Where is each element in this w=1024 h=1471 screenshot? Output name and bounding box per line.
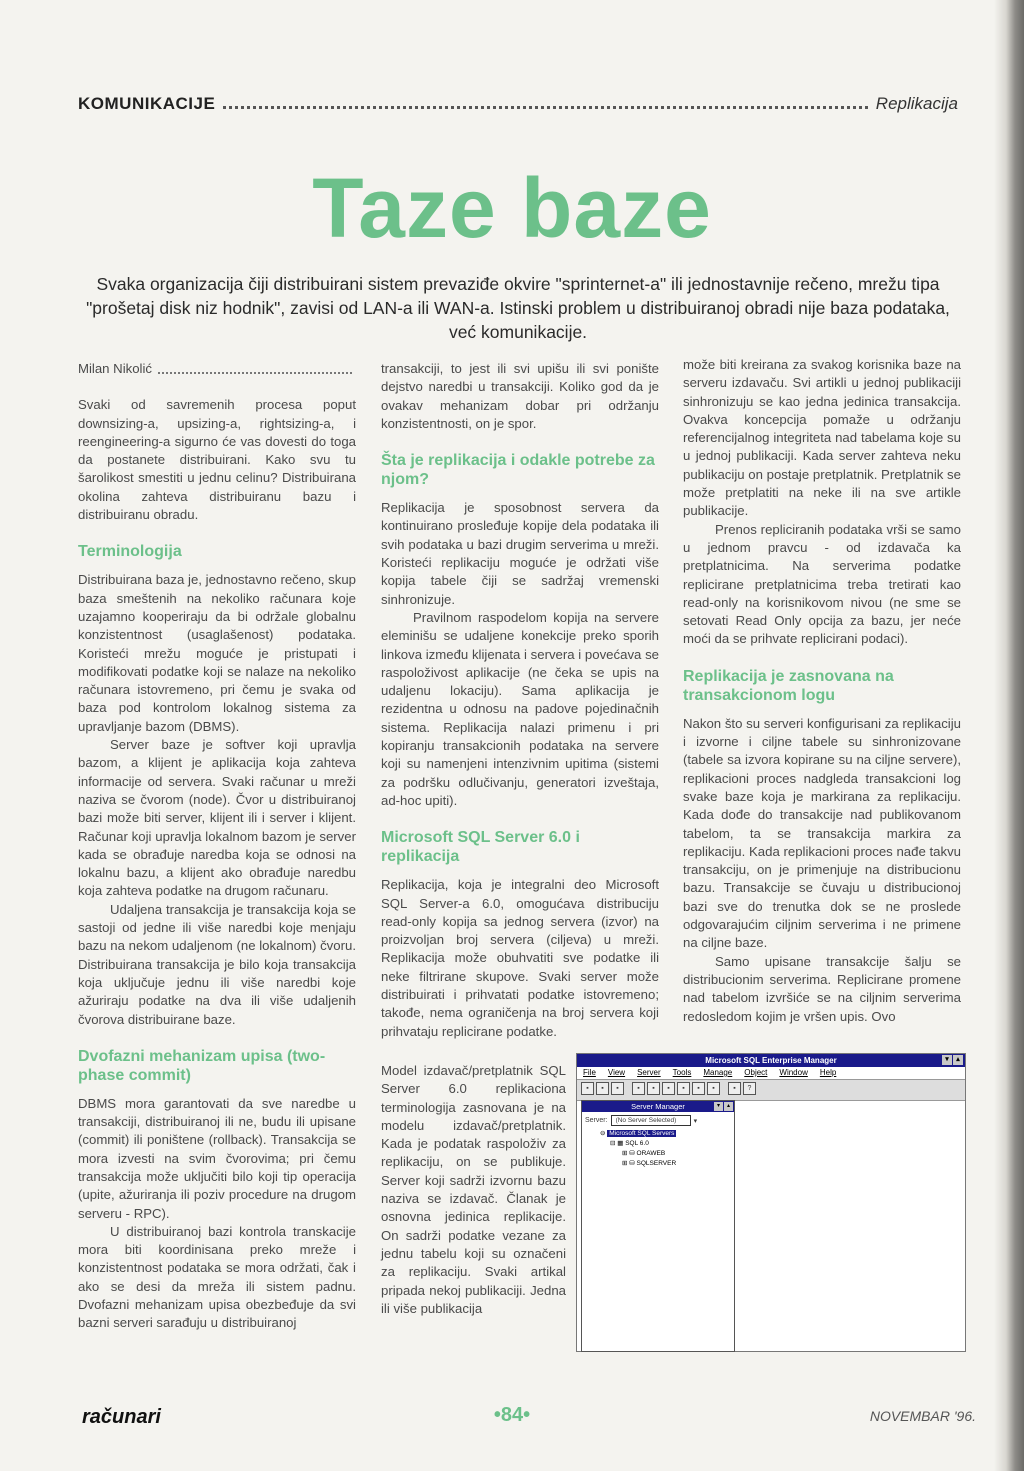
paragraph: Prenos repliciranih podataka vrši se samo u jednom pravcu - od izdavača ka pretplatnicima. Na serverima podatke replicirane pretplatnicima treba tretirati kao read-only na korisnikovom nivou (ne sme se setovati Read Only opcija za bazu, jer neće moći da se prihvate replicirani podaci). (683, 521, 961, 647)
toolbar-icon: ▪ (611, 1082, 624, 1095)
server-tree (582, 1129, 734, 1169)
menu-item: Server (637, 1068, 661, 1077)
column-2 (381, 360, 659, 1041)
article-title: Taze baze (312, 161, 712, 255)
restore-icon: ▴ (724, 1102, 733, 1111)
page-number: •84• (493, 1404, 531, 1426)
toolbar-icon: ▪ (632, 1082, 645, 1095)
menu-bar (577, 1067, 965, 1080)
server-select: (No Server Selected) (611, 1115, 691, 1126)
column-1 (78, 360, 356, 1333)
paragraph: Replikacija, koja je integralni deo Microsoft SQL Server-a 6.0, omogućava distribuciju read-only kopija sa jednog servera (izvor) na proizvoljan broj servera (ciljeva) u mreži. Replikacija može obuhvatiti sve podatke ili neke filtrirane skupove. Svaki server može distribuirati i prihvatati podatke istovremeno; takođe, nema ograničenja na broj servera koji prihvataju replicirane podatke. (381, 877, 659, 1039)
magazine-name: računari (82, 1406, 161, 1428)
heading-terminology: Terminologija (78, 543, 182, 561)
minimize-icon: ▾ (714, 1102, 723, 1111)
toolbar-icon: ▪ (677, 1082, 690, 1095)
paragraph: Samo upisane transakcije šalju se distribucionim serverima. Replicirane promene nad tabelom izvršiće se na ciljnim serverima redosledom kojim je vršen upis. Ovo (683, 953, 961, 1024)
toolbar-icon: ▪ (581, 1082, 594, 1095)
paragraph: transakciji, to jest ili svi upišu ili svi ponište dejstvo naredbi u transakciji. Koliko god da je ovakav mehanizam dobar pri održanju konzistentnosti, on je spor. (381, 361, 659, 431)
paragraph: DBMS mora garantovati da sve naredbe u transakciji, distribuiranoj ili ne, budu ili upisane (commit) ili poništene (rollback). Transakcija se mora izvesti na svim čvorovima; pri čemu transakcija može uključiti bilo koji tip operacija (upite, ažuriranja ili poziv procedure na drugom serveru - RPC). (78, 1095, 356, 1221)
menu-item: View (607, 1068, 626, 1077)
paragraph: može biti kreirana za svakog korisnika baze na serveru izdavaču. Svi artikli u jednoj publikaciji sinhronizuju se kao jedna jedinica transakcija. Ovakva koncepcija pomaže u održanju referencijalnog integriteta nad tabelama koje su u jednoj publikaciji. Kada server zahteva neku publikaciju on postaje pretplatnik. Pretplatnik se može pretplatiti na neke ili na sve artikle publikacije. (683, 357, 961, 519)
toolbar (577, 1080, 965, 1101)
paragraph: Distribuirana baza je, jednostavno rečeno, skup baza smeštenih na nekoliko računara koje uzajamno kooperiraju da bi održale globalnu konzistentnost (usaglašenost) podataka. Koristeći mrežu moguće je pristupati i modifikovati podatke koji se nalaze na nekoliko računara istovremeno, pri čemu je svaka od baza pod kontrolom lokalnog sistema za upravljanje bazom (DBMS). (78, 572, 356, 734)
paragraph: Model izdavač/pretplatnik SQL Server 6.0 replikaciona terminologija zasnovana je na modelu izdavač/pretplatnik. Kada je podatak raspoloživ za replikaciju, on se publikuje. Server koji sadrži izvornu bazu naziva se izdavač. Članak je osnovna jedinica replikacije. On sadrži podatke vezane za jednu tabelu koji su označeni za replikaciju. Svaki artikal pripada nekoj publikaciji. Jedna ili više publikacija (381, 1063, 566, 1316)
menu-item: Window (779, 1068, 808, 1077)
tree-group: ⊟ ▦ SQL 6.0 (610, 1140, 649, 1147)
enterprise-manager-screenshot (576, 1053, 966, 1352)
menu-item: Help (819, 1068, 837, 1077)
section-label: KOMUNIKACIJE (78, 94, 216, 113)
toolbar-icon: ▪ (596, 1082, 609, 1095)
help-icon: ? (743, 1082, 756, 1095)
heading-two-phase-commit: Dvofazni mehanizam upisa (two-phase commit) (78, 1047, 326, 1084)
menu-item: Tools (672, 1068, 692, 1077)
paragraph: Udaljena transakcija je transakcija koja se sastoji od jedne ili više naredbi koje menjaju bazu na nekom udaljenom (ne lokalnom) čvoru. Distribuirana transakcija je bilo koja transakcija koja uključuje jednu ili više naredbi koje ažuriraju podatke na dva ili više udaljenih čvorova distribuirane baze. (78, 901, 356, 1027)
tree-root: ⊖ Microsoft SQL Servers (600, 1130, 675, 1137)
topic-label: Replikacija (875, 94, 958, 113)
server-label: Server: (585, 1117, 608, 1124)
restore-icon: ▴ (953, 1055, 963, 1065)
server-manager-panel (581, 1100, 735, 1352)
heading-transaction-log: Replikacija je zasnovana na transakcionom logu (683, 667, 894, 704)
server-select-row (582, 1112, 734, 1129)
paragraph: Server baze je softver koji upravlja bazom, a klijent je aplikacija koja zahteva informacije od servera. Svaki računar u mreži naziva se čvorom (node). Čvor u distribuiranoj bazi može biti server, klijent ili i server i klijent. Računar koji upravlja lokalnom bazom je server kada se obrađuje naredba koja se odnosi na lokalnu bazu, a klijent ako obrađuje naredbu koja zahteva podatke na drugom računaru. (78, 737, 356, 899)
menu-item: Object (744, 1068, 768, 1077)
heading-what-is-replication: Šta je replikacija i odakle potrebe za njom? (381, 452, 655, 489)
paragraph: Nakon što su serveri konfigurisani za replikaciju i izvorne i ciljne tabele su sinhronizovane (tabele sa izvora kopirane su na ciljne servere), replikacioni proces nadgleda transakcioni log svake baze koja je markirana za replikaciju. Kada dođe do transakcije nad publikovanom tabelom, ta se transakcija markira za replikaciju. Kada replikacioni proces nađe takvu transakciju, on je primenjuje na distribucionu bazu. Transakcije se čuvaju u distribucionoj bazi sve do trenutka dok se ne proslede odgovarajućim ciljnim serverima i ne primene na ciljne baze. (683, 715, 961, 951)
author: Milan Nikolić (78, 361, 153, 376)
toolbar-icon: ▪ (707, 1082, 720, 1095)
column-2-wrap (381, 1062, 566, 1318)
heading-mssql: Microsoft SQL Server 6.0 i replikacija (381, 829, 580, 866)
panel-titlebar: Server Manager ▾ ▴ (582, 1101, 734, 1112)
header-dots (223, 106, 868, 109)
issue-date: NOVEMBAR '96. (869, 1408, 976, 1424)
article-lead: Svaka organizacija čiji distribuirani sistem prevaziđe okvire "sprinternet-a" ili jednostavnije rečeno, mrežu tipa "prošetaj disk niz hodnik", zavisi od LAN-a ili WAN-a. Istinski problem u distribuiranoj obradi nije baza podataka, već komunikacije. (86, 274, 950, 342)
paragraph: U distribuiranoj bazi kontrola transkacije mora biti koordinisana preko mreže i konzistentnost podataka se mora održati, čak i ako se desi da mreža ili sistem padnu. Dvofazni mehanizam upisa obezbeđuje da svi bazni serveri sarađuju u distribuiranoj (78, 1223, 356, 1331)
window-titlebar: Microsoft SQL Enterprise Manager ▾ ▴ (577, 1054, 965, 1067)
toolbar-icon: ▪ (662, 1082, 675, 1095)
minimize-icon: ▾ (942, 1055, 952, 1065)
intro-paragraph: Svaki od savremenih procesa poput downsizing-a, upsizing-a, rightsizing-a, i reengineering-a sigurno će vas dovesti do toga da postanete distribuirani. Kako svu tu šarolikost smestiti u jednu celinu? Distribuirana okolina zahteva distribuiranu bazu i distribuiranu obradu. (78, 397, 356, 523)
menu-item: File (583, 1068, 596, 1077)
tree-item: ⊞ ⛁ SQLSERVER (622, 1160, 677, 1167)
toolbar-icon: ▪ (692, 1082, 705, 1095)
menu-item: Manage (703, 1068, 733, 1077)
column-3 (683, 356, 961, 1026)
paragraph: Pravilnom raspodelom kopija na servere eleminišu se udaljene konekcije preko sporih linkova između klijenata i servera i povećava se raspoloživost aplikacije (ne čeka se upis na udaljenu lokaciju). Sama aplikacija je rezidentna u odnosu na padove pojedinačnih sistema. Replikacija nalazi primenu i pri kopiranju transakcionih podataka na servere koji su namenjeni intenzivnim upitima (sistemi za podršku odlučivanju, generatori izveštaja, ad-hoc upiti). (381, 609, 659, 808)
byline (78, 360, 356, 378)
toolbar-icon: ▪ (728, 1082, 741, 1095)
running-header (78, 90, 958, 114)
tree-item: ⊞ ⛁ ORAWEB (622, 1150, 666, 1157)
toolbar-icon: ▪ (647, 1082, 660, 1095)
paragraph: Replikacija je sposobnost servera da kontinuirano prosleđuje kopije dela podataka ili svih podataka u bazi drugim serverima u mreži. Koristeći replikaciju moguće je održati više kopija tabele čiji se sadržaj vremenski sinhronizuje. (381, 500, 659, 607)
dropdown-icon: ▾ (693, 1117, 698, 1125)
